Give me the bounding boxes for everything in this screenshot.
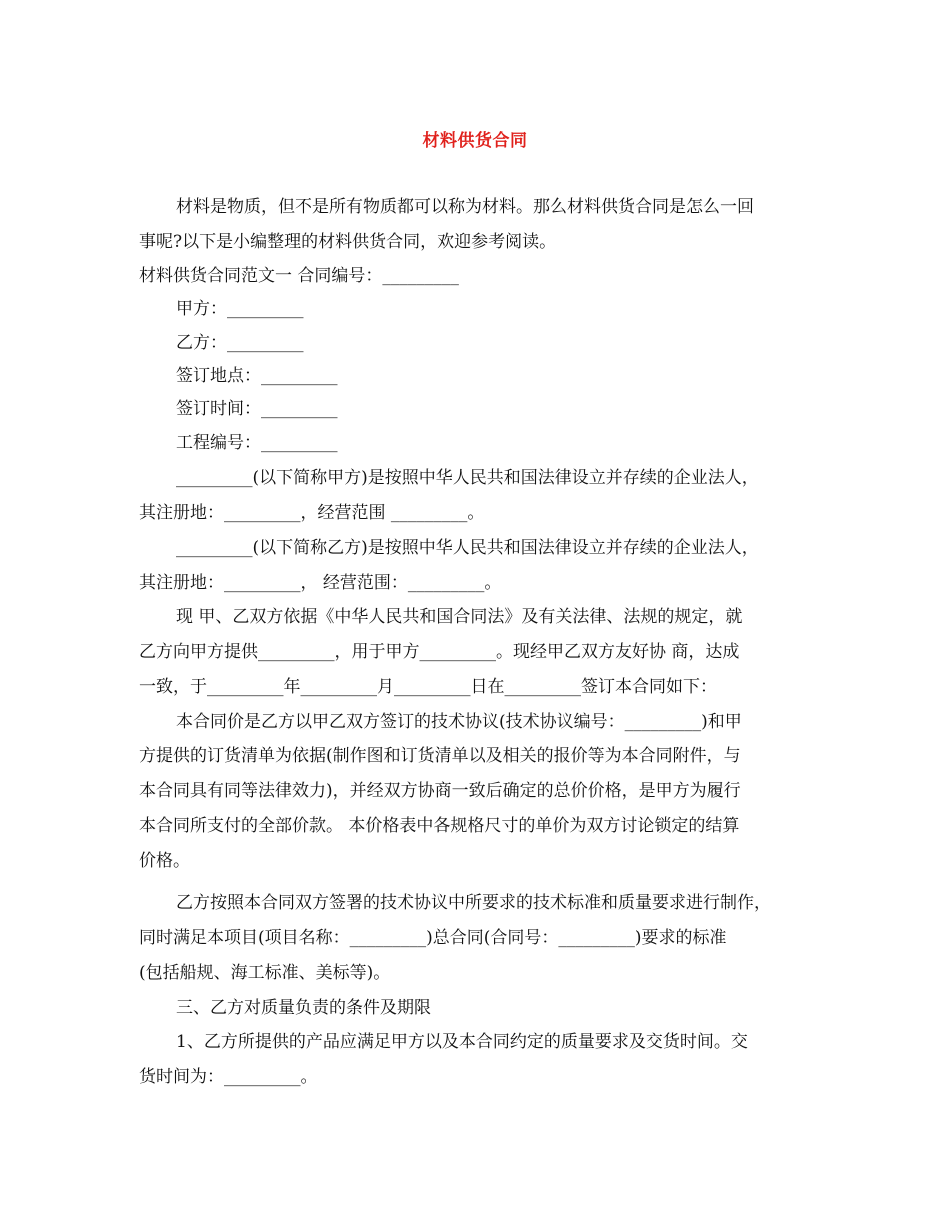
party-a-desc-line-1: _________(以下简称甲方)是按照中华人民共和国法律设立并存续的企业法人， bbox=[176, 468, 759, 488]
price-line-1: 本合同价是乙方以甲乙双方签订的技术协议(技术协议编号：_________)和甲 bbox=[176, 712, 742, 732]
paragraph-intro-line-2: 事呢?以下是小编整理的材料供货合同，欢迎参考阅读。 bbox=[139, 232, 557, 252]
price-line-5: 价格。 bbox=[139, 851, 190, 871]
price-line-2: 方提供的订货清单为依据(制作图和订货清单以及相关的报价等为本合同附件，与 bbox=[139, 746, 741, 766]
quality-line-3: (包括船规、海工标准、美标等)。 bbox=[139, 963, 391, 983]
party-b-line: 乙方：_________ bbox=[176, 333, 304, 353]
clause-one-line-2: 货时间为：_________。 bbox=[139, 1067, 318, 1087]
document-title: 材料供货合同 bbox=[422, 131, 528, 151]
section-three-heading: 三、乙方对质量负责的条件及期限 bbox=[176, 998, 431, 1018]
quality-line-1: 乙方按照本合同双方签署的技术协议中所要求的技术标准和质量要求进行制作， bbox=[176, 893, 771, 913]
signing-place-line: 签订地点：_________ bbox=[176, 366, 338, 386]
basis-line-3: 一致，于_________年_________月_________日在_________签订本合同如下： bbox=[139, 677, 717, 697]
price-line-4: 本合同所支付的全部价款。 本价格表中各规格尺寸的单价为双方讨论锁定的结算 bbox=[139, 816, 740, 836]
paragraph-intro-line-1: 材料是物质，但不是所有物质都可以称为材料。那么材料供货合同是怎么一回 bbox=[176, 197, 754, 217]
signing-time-line: 签订时间：_________ bbox=[176, 399, 338, 419]
basis-line-1: 现 甲、乙双方依据《中华人民共和国合同法》及有关法律、法规的规定，就 bbox=[176, 607, 743, 627]
party-b-desc-line-2: 其注册地：_________， 经营范围：_________。 bbox=[139, 573, 502, 593]
party-a-desc-line-2: 其注册地：_________，经营范围 _________。 bbox=[139, 503, 485, 523]
quality-line-2: 同时满足本项目(项目名称：_________)总合同(合同号：_________)要求的标准 bbox=[139, 928, 727, 948]
project-number-line: 工程编号：_________ bbox=[176, 433, 338, 453]
party-a-line: 甲方：_________ bbox=[176, 299, 304, 319]
party-b-desc-line-1: _________(以下简称乙方)是按照中华人民共和国法律设立并存续的企业法人， bbox=[176, 538, 759, 558]
price-line-3: 本合同具有同等法律效力)，并经双方协商一致后确定的总价价格，是甲方为履行 bbox=[139, 781, 741, 801]
basis-line-2: 乙方向甲方提供_________，用于甲方_________。现经甲乙双方友好协 商，达成 bbox=[139, 642, 740, 662]
clause-one-line-1: 1、乙方所提供的产品应满足甲方以及本合同约定的质量要求及交货时间。交 bbox=[176, 1032, 748, 1052]
contract-heading-line: 材料供货合同范文一 合同编号：_________ bbox=[139, 266, 459, 286]
